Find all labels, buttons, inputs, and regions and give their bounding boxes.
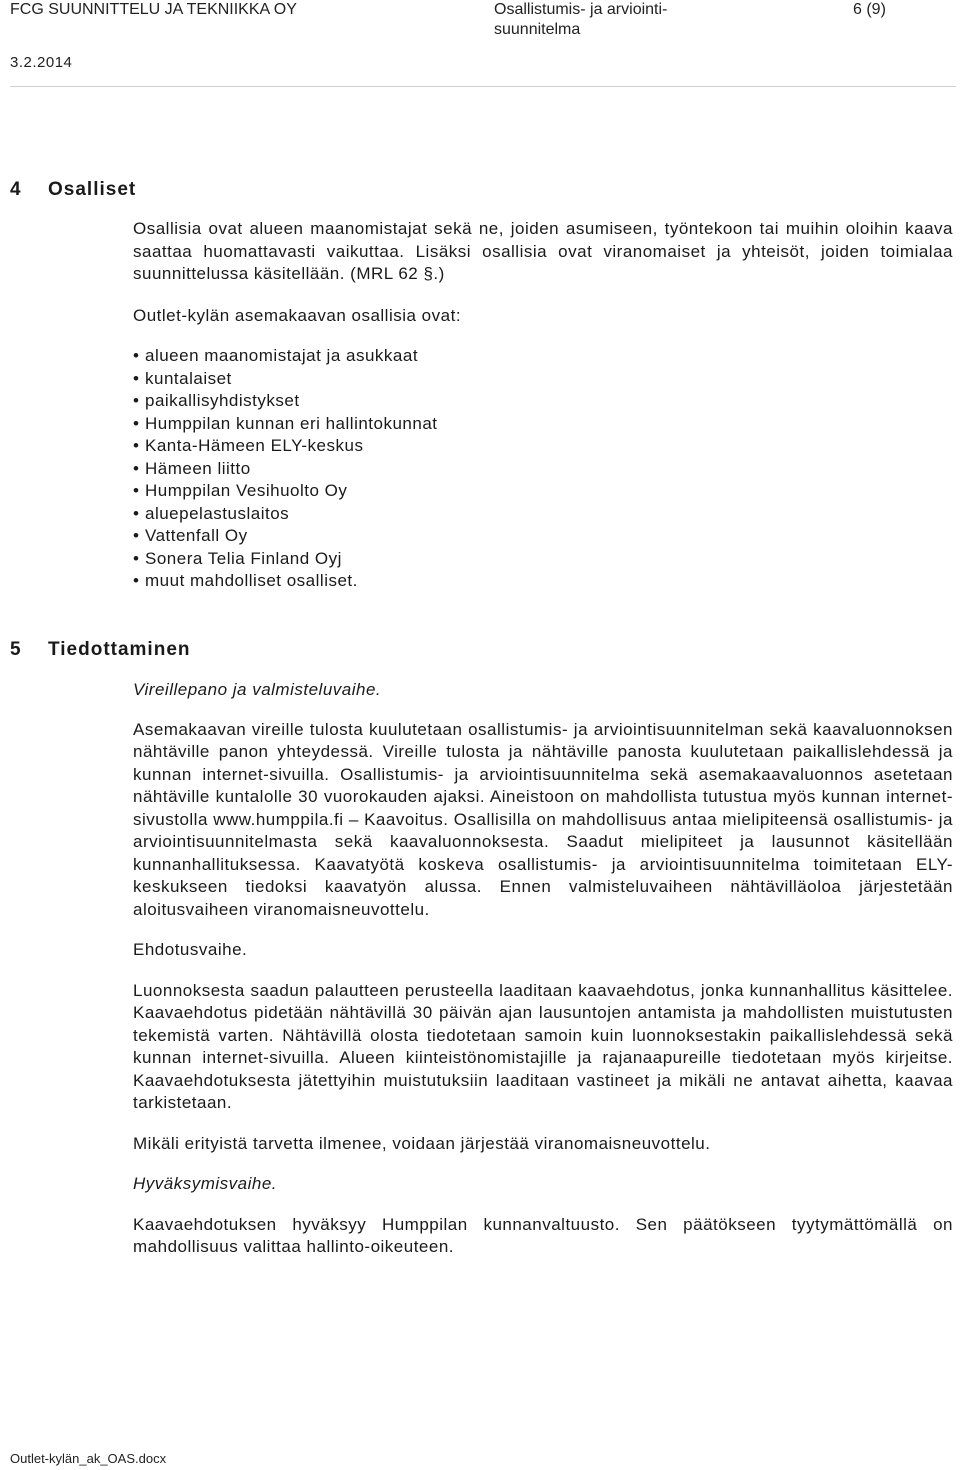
list-intro: Outlet-kylän asemakaavan osallisia ovat: bbox=[133, 305, 462, 325]
section-number: 4 bbox=[10, 179, 22, 200]
paragraph: Osallisia ovat alueen maanomistajat sekä ne, joiden asumiseen, työntekoon tai muihin oloihin kaava saattaa huomattavasti vaikuttaa. Lisäksi osallisia ovat viranomaiset ja yhteisöt, joiden toimialaa suunnittelussa käsitellään. (MRL 62 §.) bbox=[133, 219, 953, 283]
paragraph: Kaavaehdotuksen hyväksyy Humppilan kunnanvaltuusto. Sen päätökseen tyytymättömällä on mahdollisuus valittaa hallinto-oikeuteen. bbox=[133, 1214, 953, 1256]
phase-title: Vireillepano ja valmisteluvaihe. bbox=[133, 680, 382, 699]
section-title: Tiedottaminen bbox=[48, 639, 191, 660]
list-item: • Sonera Telia Finland Oyj bbox=[133, 548, 953, 571]
section-4-heading bbox=[10, 179, 136, 201]
section-5-body bbox=[133, 679, 953, 1259]
header-divider bbox=[10, 86, 956, 87]
list-item: • Kanta-Hämeen ELY-keskus bbox=[133, 435, 953, 458]
list-item: • muut mahdolliset osalliset. bbox=[133, 570, 953, 593]
list-item: • Humppilan Vesihuolto Oy bbox=[133, 480, 953, 503]
phase-title: Hyväksymisvaihe. bbox=[133, 1174, 278, 1193]
section-4-body bbox=[133, 218, 953, 593]
section-title: Osalliset bbox=[48, 179, 137, 200]
paragraph: Mikäli erityistä tarvetta ilmenee, voidaan järjestää viranomaisneuvottelu. bbox=[133, 1133, 711, 1153]
participants-list bbox=[133, 345, 953, 593]
header-date: 3.2.2014 bbox=[10, 54, 73, 71]
section-5-heading bbox=[10, 639, 191, 661]
footer-filename: Outlet-kylän_ak_OAS.docx bbox=[10, 1451, 167, 1466]
list-item: • aluepelastuslaitos bbox=[133, 503, 953, 526]
list-item: • alueen maanomistajat ja asukkaat bbox=[133, 345, 953, 368]
paragraph: Luonnoksesta saadun palautteen perusteella laaditaan kaavaehdotus, jonka kunnanhallitus käsittelee. Kaavaehdotus pidetään nähtävillä 30 päivän ajan lausuntojen antamista ja mahdollisten muistutusten tekemistä varten. Nähtävillä olosta tiedotetaan samoin kuin luonnoksestakin paikallislehdessä sekä kunnan internet-sivuilla. Alueen kiinteistönomistajille ja rajanaapureille tiedotetaan myös kirjeitse. Kaavaehdotuksesta jätettyihin muistutuksiin laaditaan vastineet ja mikäli ne antavat aihetta, kaavaa tarkistetaan. bbox=[133, 980, 953, 1112]
header-document-title: Osallistumis- ja arviointi-suunnitelma bbox=[494, 1, 668, 38]
list-item: • paikallisyhdistykset bbox=[133, 390, 953, 413]
list-item: • kuntalaiset bbox=[133, 368, 953, 391]
phase-title: Ehdotusvaihe. bbox=[133, 940, 248, 959]
header-page-number: 6 (9) bbox=[853, 1, 886, 18]
paragraph: Asemakaavan vireille tulosta kuulutetaan osallistumis- ja arviointisuunnitelman sekä kaavaluonnoksen nähtäville panon yhteydessä. Vireille tulosta ja nähtäville panosta kuulutetaan paikallislehdessä ja kunnan internet-sivuilla. Osallistumis- ja arviointisuunnitelma sekä asemakaavaluonnos asetetaan nähtäville kuntalolle 30 vuorokauden ajaksi. Aineistoon on mahdollista tutustua myös kunnan internet-sivustolla www.humppila.fi – Kaavoitus. Osallisilla on mahdollisuus antaa mielipiteensä osallistumis- ja arviointisuunnitelmasta sekä kaavaluonnoksesta. Saadut mielipiteet ja lausunnot käsitellään kunnanhallituksessa. Kaavatyötä koskeva osallistumis- ja arviointisuunnitelma toimitetaan ELY-keskukseen tiedoksi kaavatyön alussa. Ennen valmisteluvaiheen nähtävilläoloa järjestetään aloitusvaiheen viranomaisneuvottelu. bbox=[133, 719, 953, 919]
list-item: • Hämeen liitto bbox=[133, 458, 953, 481]
list-item: • Vattenfall Oy bbox=[133, 525, 953, 548]
header-company: FCG SUUNNITTELU JA TEKNIIKKA OY bbox=[10, 1, 297, 18]
section-number: 5 bbox=[10, 639, 22, 660]
list-item: • Humppilan kunnan eri hallintokunnat bbox=[133, 413, 953, 436]
